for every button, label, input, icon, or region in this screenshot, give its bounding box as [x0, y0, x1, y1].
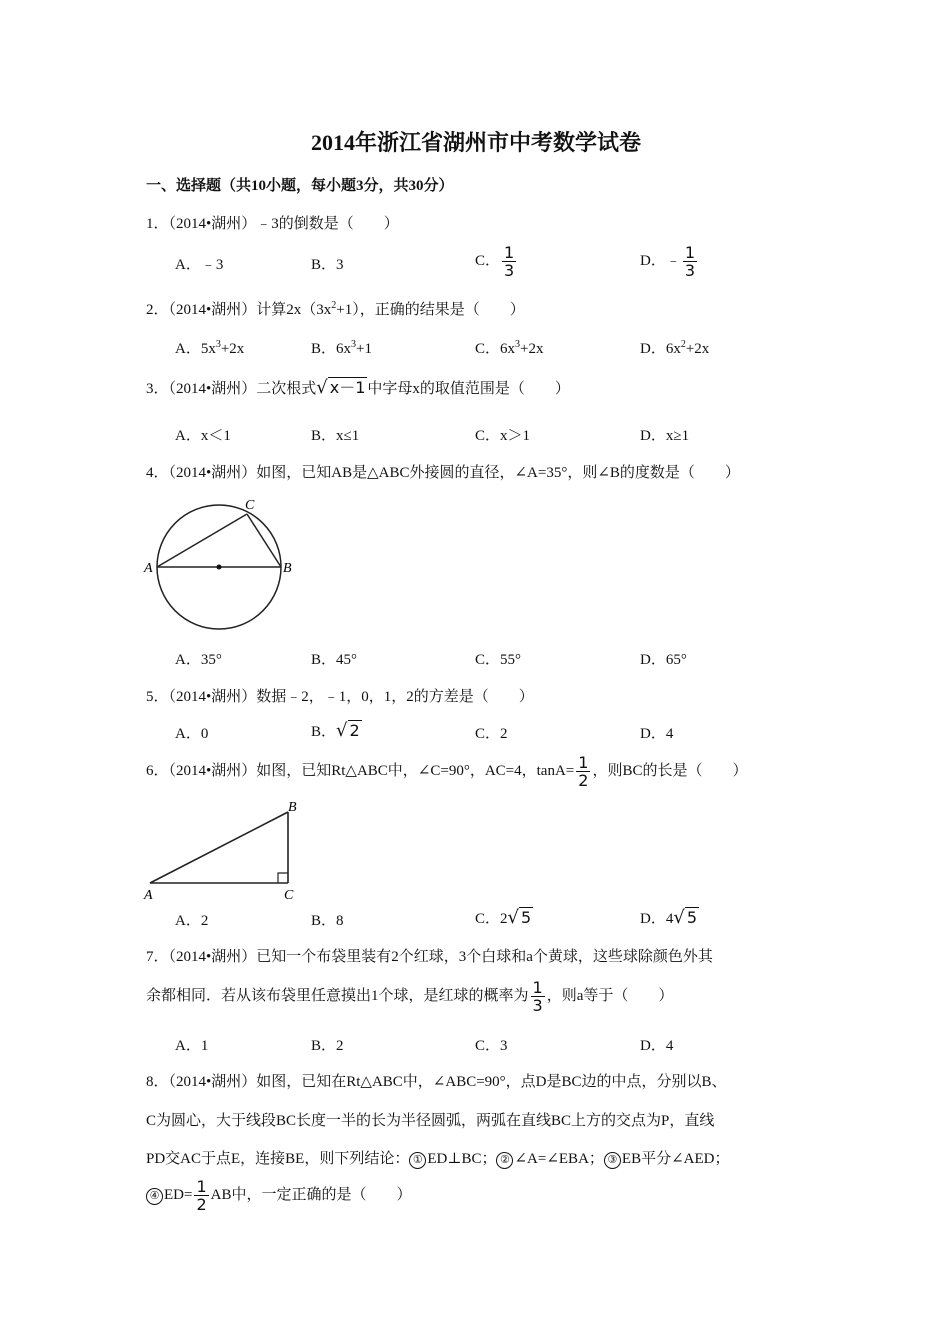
- conclusion-2: ∠A=∠EBA；: [514, 1151, 604, 1167]
- radical-sign: √: [316, 377, 328, 398]
- question-8-line-2: C为圆心，大于线段BC长度一半的长为半径圆弧，两弧在直线BC上方的交点为P，直线: [146, 1113, 715, 1129]
- q4-option-d[interactable]: D．65°: [640, 652, 687, 668]
- numerator: 1: [684, 243, 696, 262]
- stem-text: ，则a等于（ ）: [546, 987, 674, 1004]
- radicand: 5: [521, 908, 532, 927]
- radical-sign: √: [336, 720, 348, 741]
- question-8-line-1: 8．（2014•湖州）如图，已知在Rt△ABC中，∠ABC=90°，点D是BC边的中点，分别以B、: [146, 1074, 727, 1090]
- q6-option-a[interactable]: A．2: [175, 913, 209, 929]
- exponent: 2: [331, 300, 337, 311]
- circled-number-4: ④: [146, 1188, 163, 1205]
- q2-option-d[interactable]: [640, 337, 709, 358]
- q5-option-a[interactable]: A．0: [175, 726, 209, 742]
- label-c: C: [284, 888, 294, 903]
- q7-option-b[interactable]: B．2: [311, 1038, 344, 1054]
- denominator: 2: [196, 1195, 207, 1214]
- stem-text: 6．（2014•湖州）如图，已知Rt△ABC中，∠C=90°，AC=4，tanA=: [146, 762, 575, 779]
- question-5-stem: 5．（2014•湖州）数据﹣2，﹣1，0，1，2的方差是（ ）: [146, 689, 534, 705]
- exponent: 2: [680, 339, 686, 350]
- q6-option-d[interactable]: [640, 907, 699, 928]
- fraction: [502, 244, 516, 279]
- q5-option-b[interactable]: [311, 720, 362, 741]
- center-point: [217, 565, 222, 570]
- option-text: A．5x: [175, 341, 216, 357]
- option-text: C．6x: [475, 341, 516, 357]
- radicand: 5: [686, 908, 698, 927]
- side-cb: [247, 514, 281, 567]
- square-root: [316, 375, 367, 398]
- q7-option-a[interactable]: A．1: [175, 1038, 209, 1054]
- q2-option-a[interactable]: [175, 337, 244, 358]
- exponent: 3: [351, 339, 357, 350]
- radicand: x－1: [329, 378, 366, 397]
- stem-text: PD交AC于点E，连接BE，则下列结论：: [146, 1151, 410, 1167]
- fraction: [576, 754, 590, 789]
- right-triangle-figure: [140, 795, 310, 905]
- option-text: +2x: [220, 341, 245, 357]
- question-3-stem: [146, 375, 570, 398]
- question-1-stem: 1．（2014•湖州）﹣3的倒数是（ ）: [146, 216, 399, 232]
- option-text: B．6x: [311, 341, 352, 357]
- radicand: 2: [349, 721, 360, 740]
- q1-option-d[interactable]: [640, 244, 699, 279]
- option-text: +2x: [520, 341, 544, 357]
- q3-option-a[interactable]: A．x＜1: [175, 428, 231, 444]
- label-b: B: [288, 800, 297, 815]
- option-label: D．4: [640, 911, 674, 927]
- q4-option-a[interactable]: A．35°: [175, 652, 222, 668]
- stem-text: 3．（2014•湖州）二次根式: [146, 381, 317, 397]
- numerator: 1: [578, 753, 589, 772]
- stem-text: 2．（2014•湖州）计算2x（3x: [146, 302, 332, 318]
- option-text: D．6x: [640, 341, 681, 357]
- question-4-stem: 4．（2014•湖州）如图，已知AB是△ABC外接圆的直径，∠A=35°，则∠B的度数是（ ）: [146, 465, 740, 481]
- q5-option-d[interactable]: D．4: [640, 726, 674, 742]
- question-8-line-3: [146, 1147, 729, 1169]
- square-root: [336, 720, 362, 741]
- stem-text: +1），正确的结果是（ ）: [336, 302, 525, 318]
- numerator: 1: [532, 978, 543, 997]
- q6-option-c[interactable]: [475, 907, 533, 928]
- option-text: +1: [356, 341, 372, 357]
- label-c: C: [245, 498, 255, 513]
- denominator: 3: [684, 261, 696, 280]
- page-title: 2014年浙江省湖州市中考数学试卷: [311, 130, 642, 155]
- denominator: 3: [504, 261, 515, 280]
- circle-triangle-figure: [140, 492, 300, 642]
- option-label: D．﹣: [640, 252, 681, 269]
- question-2-stem: [146, 298, 525, 319]
- right-angle-mark: [278, 873, 288, 883]
- square-root: [508, 907, 534, 928]
- q1-option-a[interactable]: A．﹣3: [175, 257, 224, 273]
- q1-option-b[interactable]: B．3: [311, 257, 344, 273]
- question-8-line-4: [146, 1178, 412, 1213]
- fraction: [531, 979, 545, 1014]
- question-7-line-2: [146, 979, 673, 1014]
- conclusion-1: ED⊥BC；: [427, 1151, 497, 1167]
- section-heading: 一、选择题（共10小题，每小题3分，共30分）: [146, 178, 454, 194]
- option-label: B．: [311, 724, 337, 740]
- denominator: 3: [532, 996, 543, 1015]
- label-b: B: [283, 561, 292, 576]
- q7-option-d[interactable]: D．4: [640, 1038, 674, 1054]
- circled-number-2: ②: [496, 1152, 513, 1169]
- q3-option-d[interactable]: D．x≥1: [640, 428, 690, 444]
- q1-option-c[interactable]: [475, 244, 518, 279]
- conclusion-3: EB平分∠AED；: [621, 1151, 730, 1167]
- question-6-stem: [146, 754, 747, 789]
- option-label: C．2: [475, 911, 508, 927]
- fraction: [194, 1178, 208, 1213]
- numerator: 1: [196, 1177, 207, 1196]
- radical-sign: √: [673, 907, 685, 928]
- stem-text: ，则BC的长是（ ）: [592, 762, 748, 779]
- q6-option-b[interactable]: B．8: [311, 913, 344, 929]
- label-a: A: [144, 888, 153, 903]
- q2-option-b[interactable]: [311, 337, 372, 358]
- q4-option-b[interactable]: B．45°: [311, 652, 358, 668]
- denominator: 2: [578, 771, 589, 790]
- circled-number-3: ③: [604, 1152, 621, 1169]
- q5-option-c[interactable]: C．2: [475, 726, 508, 742]
- q4-option-c[interactable]: C．55°: [475, 652, 522, 668]
- q7-option-c[interactable]: C．3: [475, 1038, 508, 1054]
- exponent: 3: [515, 339, 521, 350]
- option-label: C．: [475, 252, 501, 269]
- side-ac: [157, 514, 247, 567]
- hypotenuse-ab: [150, 812, 288, 883]
- q3-option-c[interactable]: C．x＞1: [475, 428, 531, 444]
- circled-number-1: ①: [409, 1152, 426, 1169]
- option-text: +2x: [685, 341, 710, 357]
- q2-option-c[interactable]: [475, 337, 543, 358]
- conclusion-4: ED=: [164, 1186, 193, 1203]
- q3-option-b[interactable]: B．x≤1: [311, 428, 360, 444]
- question-7-line-1: 7．（2014•湖州）已知一个布袋里装有2个红球，3个白球和a个黄球，这些球除颜色外其: [146, 949, 713, 965]
- label-a: A: [144, 561, 153, 576]
- stem-text: 中字母x的取值范围是（ ）: [367, 381, 570, 397]
- exponent: 3: [215, 339, 221, 350]
- square-root: [673, 907, 699, 928]
- fraction: [683, 244, 697, 279]
- stem-text: AB中，一定正确的是（ ）: [210, 1186, 412, 1203]
- numerator: 1: [504, 243, 515, 262]
- radical-sign: √: [507, 907, 519, 928]
- stem-text: 余都相同．若从该布袋里任意摸出1个球，是红球的概率为: [146, 987, 529, 1004]
